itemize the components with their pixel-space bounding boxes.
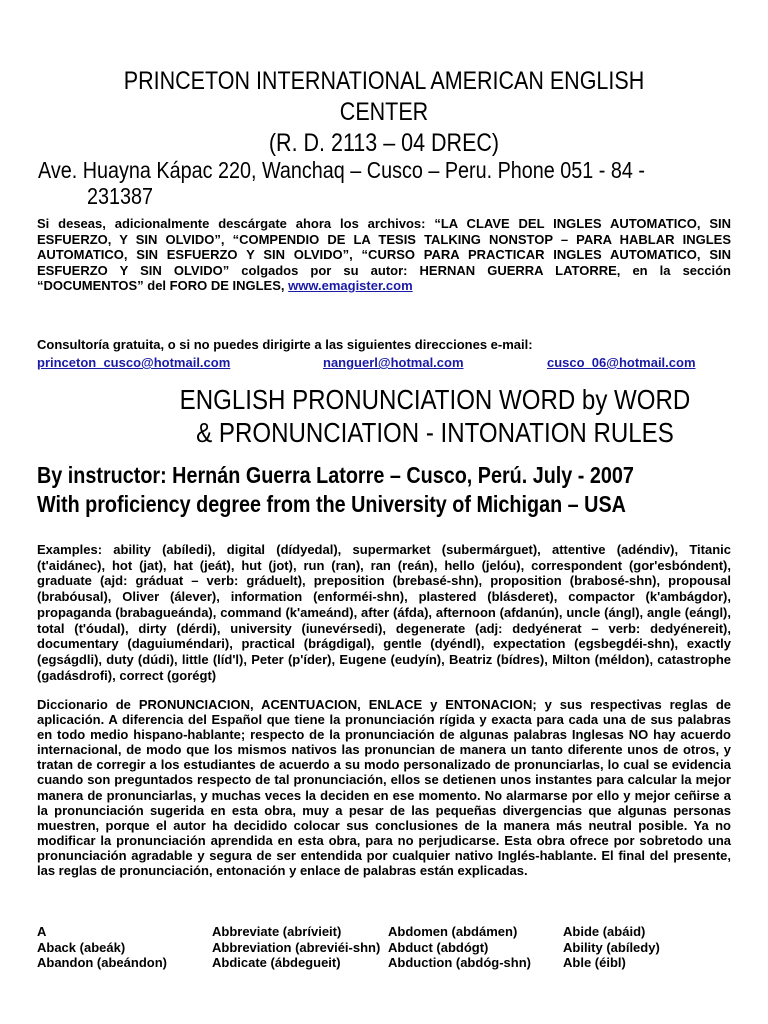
word-entry: Abduction (abdóg-shn): [388, 955, 531, 971]
word-entry: A: [37, 924, 47, 939]
intro-text: Si deseas, adicionalmente descárgate ahora los archivos: “LA CLAVE DEL INGLES AUTOMATICO, SIN ESFUERZO, Y SIN OLVIDO”, “COMPENDIO DE LA TESIS TALKING NONSTOP – PARA HABLAR INGLES AUTOMATICO, SIN ESFUERZO Y SIN OLVIDO”, “CURSO PARA PRACTICAR INGLES AUTOMATICO, SIN ESFUERZO Y SIN OLVIDO” colgados por su autor: HERNAN GUERRA LATORRE, en la sección “DOCUMENTOS” del FORO DE INGLES,: [37, 216, 731, 293]
word-entry: Ability (abíledy): [563, 939, 660, 955]
word-entry: Abandon (abeándon): [37, 955, 167, 971]
word-column: [388, 924, 531, 971]
email-link-princeton[interactable]: princeton_cusco@hotmail.com: [37, 355, 231, 370]
byline-instructor: By instructor: Hernán Guerra Latorre – Cusco, Perú. July - 2007: [37, 462, 634, 488]
word-entry: Able (éibl): [563, 955, 626, 971]
main-heading-line-1: ENGLISH PRONUNCIATION WORD by WORD: [179, 384, 691, 415]
examples-paragraph: Examples: ability (abíledi), digital (dídyedal), supermarket (subermárguet), attentive (adéndiv), Titanic (t'aidánec), hot (jat), hat (jeát), hut (jot), run (ran), ran (reán), hello (jelóu), correspondent (gor'esbóndent), graduate (ajd: gráduat – verb: gráduelt), preposition (brebasé-shn), proposition (brabosé-shn), propousal (brabóusal), Oliver (álever), information (enforméi-shn), plastered (blásderet), compactor (k'ambágdor), propaganda (brabagueánda), command (k'ameánd), after (áfda), afternoon (afdanún), uncle (ángl), angle (eángl), total (t'óudal), dirty (dérdi), university (iunevérsedi), degenerate (adj: dedyénerat – verb: dedyénereit), documentary (daguiuméndari), practical (brágdigal), gentle (dyéndl), expectation (egsbegdéi-shn), exactly (egságdli), duty (dúdi), little (líd'l), Peter (p'íder), Eugene (eudyín), Beatriz (bídres), Milton (méldon), catastrophe (gadásdrofi), correct (gorégt): [37, 542, 731, 683]
email-link-cusco[interactable]: cusco_06@hotmail.com: [547, 355, 696, 370]
byline: [37, 461, 708, 519]
word-entry: Abbreviate (abrívieit): [212, 924, 342, 939]
email-link-nanguerl[interactable]: nanguerl@hotmal.com: [323, 355, 464, 370]
word-entry: Abdicate (ábdegueit): [212, 955, 341, 971]
main-heading-line-2: & PRONUNCIATION - INTONATION RULES: [196, 417, 674, 448]
registration-number: (R. D. 2113 – 04 DREC): [268, 129, 500, 157]
byline-degree: With proficiency degree from the University of Michigan – USA: [37, 491, 626, 517]
institution-title: PRINCETON INTERNATIONAL AMERICAN ENGLISH CENTER: [123, 67, 645, 126]
word-entry: Abduct (abdógt): [388, 939, 489, 955]
main-heading: [147, 383, 723, 449]
intro-paragraph: [37, 216, 731, 294]
word-column: [37, 924, 167, 971]
word-entry: Abdomen (abdámen): [388, 924, 518, 939]
email-list: [37, 355, 737, 371]
address-line-2: 231387: [87, 183, 154, 209]
word-entry: Abbreviation (abreviéi-shn): [212, 939, 381, 955]
emagister-link[interactable]: www.emagister.com: [288, 278, 413, 293]
consult-text: Consultoría gratuita, o si no puedes dirigirte a las siguientes direcciones e-mail:: [37, 337, 533, 352]
word-entry: Abide (abáid): [563, 924, 646, 939]
address-line-1: Ave. Huayna Kápac 220, Wanchaq – Cusco – Peru. Phone 051 - 84 -: [38, 157, 645, 183]
word-column: [212, 924, 380, 971]
word-entry: Aback (abeák): [37, 939, 126, 955]
word-column: [563, 924, 660, 971]
dictionary-paragraph: Diccionario de PRONUNCIACION, ACENTUACION, ENLACE y ENTONACION; y sus respectivas reglas de aplicación. A diferencia del Español que tiene la pronunciación rígida y exacta para cada una de sus palabras en todo medio hispano-hablante; respecto de la pronunciación de algunas palabras Inglesas NO hay acuerdo internacional, de modo que los mismos nativos las pronuncian de manera un tanto diferente unos de otros, y tratan de corregir a los estudiantes de acuerdo a su modo personalizado de pronunciarlas, lo cual se evidencia cuando son preguntados respecto de tal pronunciación, ellos se detienen unos instantes para calcular la mejor manera de pronunciarlas, y muchas veces la deciden en ese momento. No alarmarse por ello y mejor ceñirse a la pronunciación sugerida en esta obra, muy a pesar de las pequeñas divergencias que algunas personas muestren, porque el autor ha decidido colocar sus conclusiones de la manera más neutral posible. Ya no modificar la pronunciación aprendida en esta obra, para no perjudicarse. Esta obra ofrece por sobretodo una pronunciación agradable y segura de ser entendida por cualquier nativo Inglés-hablante. El final del presente, las reglas de pronunciación, entonación y enlace de palabras están explicadas.: [37, 697, 731, 879]
address: [38, 157, 674, 209]
